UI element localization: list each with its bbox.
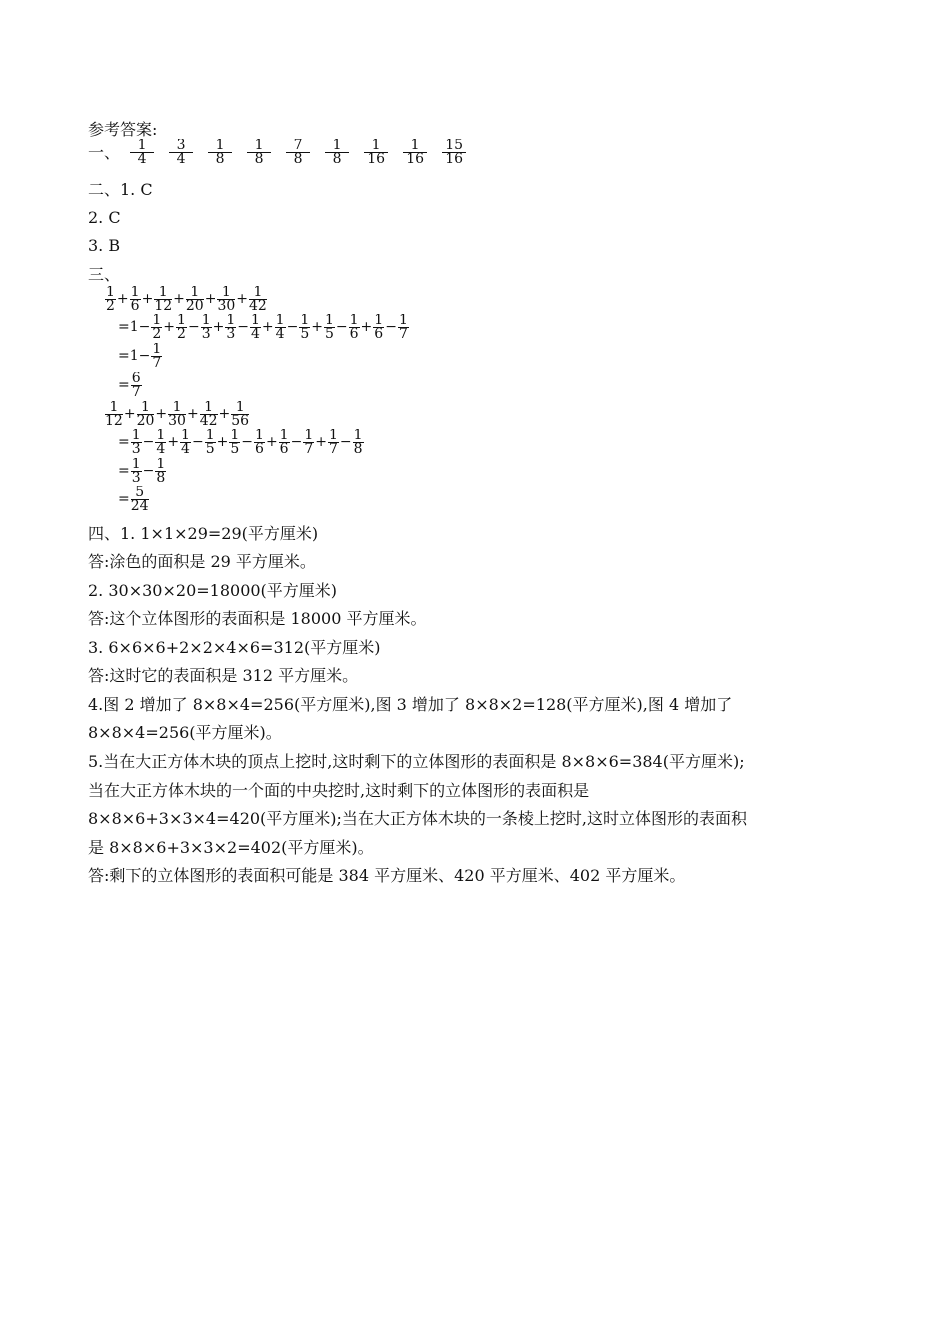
numerator: 1	[106, 286, 115, 300]
s4-line-6: 4.图 2 增加了 8×8×4=256(平方厘米),图 3 增加了 8×8×2=128(平方厘米),图 4 增加了	[88, 695, 733, 714]
denominator: 20	[185, 300, 204, 311]
fraction	[231, 401, 249, 426]
s4-line-2: 2. 30×30×20=18000(平方厘米)	[88, 581, 338, 600]
denominator: 6	[349, 328, 359, 339]
denominator: 30	[168, 415, 186, 426]
fraction	[353, 429, 364, 454]
denominator: 4	[181, 443, 190, 454]
numerator: 3	[169, 139, 193, 153]
operator: +	[216, 433, 229, 450]
s4-line-1: 答:涂色的面积是 29 平方厘米。	[88, 552, 316, 571]
numerator: 1	[152, 343, 162, 357]
fraction	[373, 314, 384, 339]
operator: +	[261, 318, 274, 335]
numerator: 1	[186, 286, 204, 300]
denominator: 4	[251, 328, 260, 339]
calc2-line4	[118, 486, 150, 511]
fraction	[130, 286, 141, 311]
fraction	[279, 429, 290, 454]
fraction	[131, 429, 142, 454]
numerator: 1	[131, 429, 141, 443]
denominator: 6	[374, 328, 384, 339]
denominator: 7	[152, 357, 162, 368]
numerator: 1	[168, 401, 186, 415]
numerator: 1	[130, 139, 154, 153]
numerator: 1	[275, 314, 285, 328]
denominator: 5	[324, 328, 334, 339]
numerator: 1	[177, 314, 186, 328]
numerator: 1	[200, 401, 218, 415]
operator: =	[118, 376, 130, 393]
operator: −	[187, 318, 200, 335]
denominator: 16	[445, 153, 464, 164]
section1-label: 一、	[88, 143, 121, 162]
numerator: 1	[364, 139, 388, 153]
fraction	[131, 486, 149, 511]
numerator: 1	[353, 429, 363, 443]
fraction	[137, 401, 155, 426]
fraction	[250, 314, 261, 339]
operator: +	[204, 290, 217, 307]
s4-line-12: 答:剩下的立体图形的表面积可能是 384 平方厘米、420 平方厘米、402 平方厘米。	[88, 866, 686, 885]
denominator: 5	[205, 443, 215, 454]
operator: +	[212, 318, 225, 335]
denominator: 12	[154, 300, 173, 311]
denominator: 8	[254, 153, 264, 164]
denominator: 7	[131, 386, 141, 397]
fraction	[105, 286, 116, 311]
fraction	[200, 401, 218, 426]
operator: +	[116, 290, 129, 307]
operator: +	[265, 433, 278, 450]
numerator: 1	[156, 458, 166, 472]
fraction	[151, 343, 162, 368]
denominator: 42	[249, 300, 267, 311]
section1-fraction	[403, 139, 427, 164]
operator: −	[335, 318, 348, 335]
numerator: 1	[325, 139, 349, 153]
fraction	[155, 458, 166, 483]
numerator: 1	[300, 314, 310, 328]
numerator: 1	[217, 286, 235, 300]
numerator: 1	[398, 314, 408, 328]
operator: +	[173, 290, 185, 307]
section1-fraction	[364, 139, 388, 164]
fraction	[186, 286, 204, 311]
s4-line-8: 5.当在大正方体木块的顶点上挖时,这时剩下的立体图形的表面积是 8×8×6=384(平方厘米);	[88, 752, 745, 771]
section1-fraction	[208, 139, 232, 164]
section1-fraction	[325, 139, 349, 164]
s4-line-4: 3. 6×6×6+2×2×4×6=312(平方厘米)	[88, 638, 381, 657]
page-title: 参考答案:	[88, 120, 158, 139]
numerator: 1	[304, 429, 314, 443]
calc1-line4	[118, 372, 143, 397]
numerator: 1	[131, 458, 141, 472]
denominator: 6	[279, 443, 289, 454]
numerator: 1	[403, 139, 427, 153]
operator: =1−	[118, 347, 151, 364]
numerator: 1	[324, 314, 334, 328]
denominator: 8	[332, 153, 342, 164]
denominator: 8	[215, 153, 225, 164]
numerator: 1	[279, 429, 289, 443]
denominator: 4	[275, 328, 285, 339]
denominator: 7	[398, 328, 408, 339]
numerator: 1	[328, 429, 338, 443]
s4-line-5: 答:这时它的表面积是 312 平方厘米。	[88, 666, 359, 685]
operator: +	[123, 405, 136, 422]
denominator: 16	[406, 153, 425, 164]
calc1-line1	[104, 286, 268, 311]
numerator: 1	[105, 401, 123, 415]
section1-fraction	[286, 139, 310, 164]
fraction	[328, 429, 339, 454]
s4-line-10: 8×8×6+3×3×4=420(平方厘米);当在大正方体木块的一条棱上挖时,这时立体图形的表面积	[88, 809, 748, 828]
s4-line-3: 答:这个立体图形的表面积是 18000 平方厘米。	[88, 609, 427, 628]
numerator: 1	[247, 139, 271, 153]
section3-label: 三、	[88, 265, 121, 284]
denominator: 5	[230, 443, 240, 454]
operator: −	[286, 318, 299, 335]
calc2-line1	[104, 401, 250, 426]
numerator: 1	[230, 429, 240, 443]
denominator: 2	[106, 300, 115, 311]
denominator: 16	[367, 153, 386, 164]
denominator: 2	[152, 328, 162, 339]
denominator: 8	[353, 443, 363, 454]
operator: +	[315, 433, 327, 450]
denominator: 4	[176, 153, 186, 164]
denominator: 7	[304, 443, 314, 454]
numerator: 1	[251, 314, 260, 328]
denominator: 3	[131, 472, 141, 483]
section1-fraction	[442, 139, 466, 164]
denominator: 3	[201, 328, 211, 339]
calc1-line3	[118, 343, 163, 368]
fraction	[349, 314, 360, 339]
operator: −	[191, 433, 204, 450]
s4-line-7: 8×8×4=256(平方厘米)。	[88, 723, 282, 742]
numerator: 1	[226, 314, 236, 328]
numerator: 1	[154, 286, 172, 300]
denominator: 8	[293, 153, 303, 164]
denominator: 6	[255, 443, 264, 454]
operator: −	[142, 433, 155, 450]
denominator: 4	[137, 153, 147, 164]
s4-line-9: 当在大正方体木块的一个面的中央挖时,这时剩下的立体图形的表面积是	[88, 781, 590, 800]
operator: −	[385, 318, 397, 335]
fraction	[299, 314, 310, 339]
numerator: 1	[152, 314, 162, 328]
operator: +	[163, 318, 176, 335]
fraction	[205, 429, 216, 454]
fraction	[275, 314, 286, 339]
operator: −	[290, 433, 303, 450]
operator: +	[186, 405, 199, 422]
fraction	[249, 286, 267, 311]
operator: −	[339, 433, 352, 450]
section1-fraction	[130, 139, 154, 164]
numerator: 1	[349, 314, 359, 328]
numerator: 1	[156, 429, 166, 443]
calc2-line3	[118, 458, 167, 483]
denominator: 3	[131, 443, 141, 454]
numerator: 1	[249, 286, 267, 300]
denominator: 42	[199, 415, 218, 426]
denominator: 5	[300, 328, 310, 339]
denominator: 8	[156, 472, 166, 483]
calc1-line2	[118, 314, 410, 339]
numerator: 1	[374, 314, 384, 328]
fraction	[155, 429, 166, 454]
fraction	[131, 372, 142, 397]
operator: +	[311, 318, 323, 335]
numerator: 1	[181, 429, 190, 443]
fraction	[105, 401, 123, 426]
fraction	[151, 314, 162, 339]
fraction	[154, 286, 172, 311]
calc2-line2	[118, 429, 365, 454]
denominator: 24	[130, 500, 149, 511]
fraction	[180, 429, 191, 454]
fraction	[168, 401, 186, 426]
section2-q1: 二、1. C	[88, 180, 153, 199]
fraction	[324, 314, 335, 339]
denominator: 4	[156, 443, 166, 454]
operator: +	[236, 290, 248, 307]
operator: +	[360, 318, 373, 335]
numerator: 7	[286, 139, 310, 153]
section1-fractions	[129, 139, 480, 164]
numerator: 1	[137, 401, 155, 415]
section2-q2: 2. C	[88, 208, 121, 227]
numerator: 1	[255, 429, 264, 443]
operator: =	[118, 433, 130, 450]
operator: −	[142, 462, 155, 479]
s4-line-0: 四、1. 1×1×29=29(平方厘米)	[88, 524, 319, 543]
operator: +	[141, 290, 154, 307]
operator: +	[155, 405, 168, 422]
fraction	[254, 429, 265, 454]
numerator: 1	[205, 429, 215, 443]
numerator: 1	[231, 401, 249, 415]
denominator: 6	[130, 300, 140, 311]
operator: =	[118, 490, 130, 507]
fraction	[303, 429, 314, 454]
numerator: 1	[208, 139, 232, 153]
fraction	[225, 314, 236, 339]
operator: +	[167, 433, 180, 450]
section1-fraction	[169, 139, 193, 164]
denominator: 12	[105, 415, 123, 426]
section1-fraction	[247, 139, 271, 164]
operator: =	[118, 462, 130, 479]
fraction	[201, 314, 212, 339]
operator: −	[237, 318, 249, 335]
fraction	[176, 314, 187, 339]
fraction	[229, 429, 240, 454]
denominator: 30	[217, 300, 236, 311]
numerator: 6	[131, 372, 141, 386]
numerator: 5	[131, 486, 149, 500]
numerator: 1	[130, 286, 140, 300]
numerator: 1	[201, 314, 211, 328]
fraction	[131, 458, 142, 483]
operator: =1−	[118, 318, 151, 335]
fraction	[398, 314, 409, 339]
operator: +	[218, 405, 231, 422]
denominator: 2	[177, 328, 186, 339]
section1-row	[88, 139, 480, 164]
section2-q3: 3. B	[88, 236, 121, 255]
s4-line-11: 是 8×8×6+3×3×2=402(平方厘米)。	[88, 838, 374, 857]
denominator: 3	[226, 328, 236, 339]
denominator: 7	[328, 443, 338, 454]
numerator: 15	[442, 139, 466, 153]
operator: −	[241, 433, 254, 450]
fraction	[217, 286, 235, 311]
denominator: 56	[231, 415, 250, 426]
denominator: 20	[136, 415, 155, 426]
